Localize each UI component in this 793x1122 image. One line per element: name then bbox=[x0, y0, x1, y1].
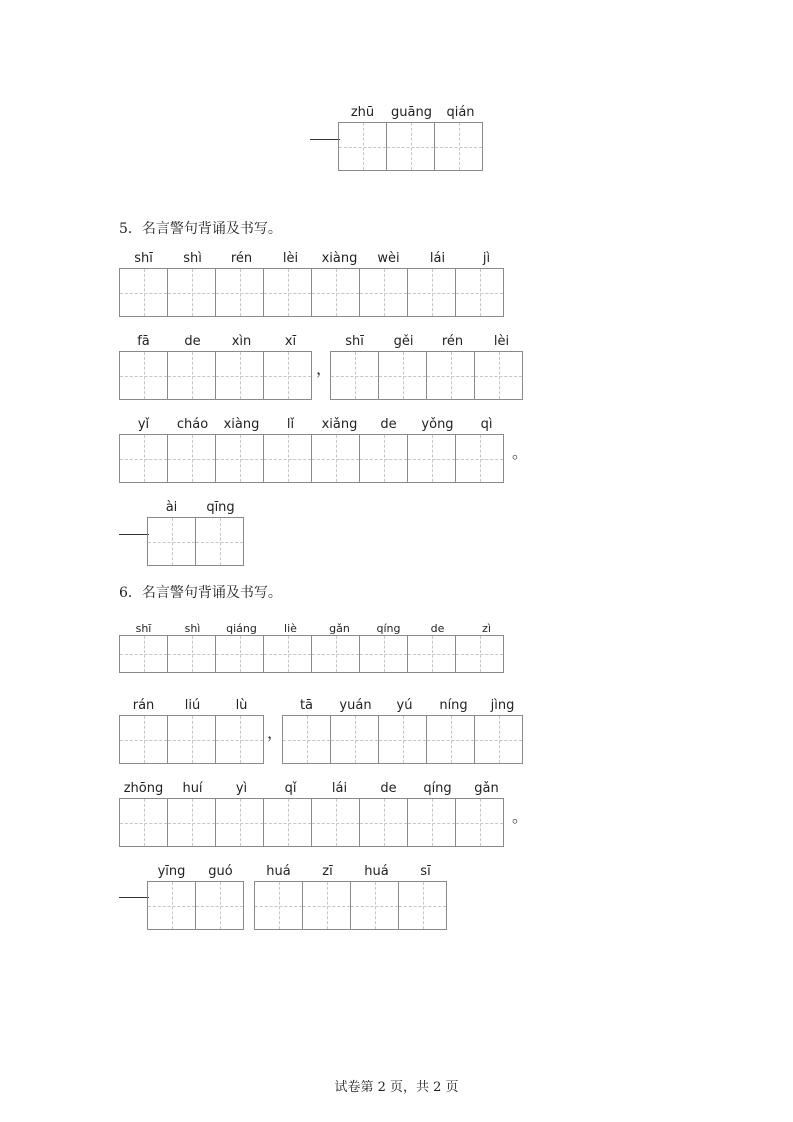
writing-cell[interactable] bbox=[434, 122, 483, 171]
writing-grid[interactable] bbox=[147, 517, 244, 566]
pinyin-label: yì bbox=[235, 781, 248, 796]
pinyin-label: xiàng bbox=[223, 417, 260, 432]
question-heading: 5．名言警句背诵及书写。 bbox=[119, 221, 282, 237]
writing-grid[interactable] bbox=[282, 715, 523, 764]
pinyin-label: lái bbox=[331, 781, 348, 796]
writing-cell[interactable] bbox=[119, 635, 168, 673]
pinyin-label: cháo bbox=[176, 417, 209, 432]
pinyin-label: huá bbox=[266, 864, 291, 879]
writing-cell[interactable] bbox=[359, 798, 408, 847]
writing-grid[interactable] bbox=[119, 351, 312, 400]
pinyin-label: huá bbox=[364, 864, 389, 879]
pinyin-label: tā bbox=[299, 698, 314, 713]
writing-cell[interactable] bbox=[263, 798, 312, 847]
pinyin-label: níng bbox=[439, 698, 468, 713]
pinyin-label: gǎn bbox=[474, 781, 499, 796]
pinyin-label: gǎn bbox=[329, 622, 350, 635]
comma-mark: ， bbox=[267, 723, 284, 742]
writing-cell[interactable] bbox=[455, 635, 504, 673]
writing-cell[interactable] bbox=[455, 434, 504, 483]
pinyin-label: guó bbox=[208, 864, 233, 879]
pinyin-label: zhū bbox=[350, 105, 375, 120]
period-mark: 。 bbox=[512, 807, 529, 826]
pinyin-label: de bbox=[380, 781, 397, 796]
pinyin-label: liú bbox=[184, 698, 201, 713]
pinyin-label: xiǎng bbox=[321, 417, 358, 432]
pinyin-label: wèi bbox=[377, 251, 400, 266]
writing-cell[interactable] bbox=[426, 351, 475, 400]
pinyin-label: rán bbox=[132, 698, 155, 713]
period-mark: 。 bbox=[512, 443, 529, 462]
writing-grid[interactable] bbox=[119, 635, 504, 673]
writing-cell[interactable] bbox=[263, 268, 312, 317]
writing-cell[interactable] bbox=[147, 517, 196, 566]
writing-cell[interactable] bbox=[359, 268, 408, 317]
pinyin-label: qì bbox=[480, 417, 493, 432]
writing-grid[interactable] bbox=[119, 715, 264, 764]
writing-cell[interactable] bbox=[302, 881, 351, 930]
writing-cell[interactable] bbox=[386, 122, 435, 171]
writing-grid[interactable] bbox=[119, 434, 504, 483]
writing-cell[interactable] bbox=[350, 881, 399, 930]
writing-cell[interactable] bbox=[119, 434, 168, 483]
writing-cell[interactable] bbox=[215, 351, 264, 400]
pinyin-label: yuán bbox=[339, 698, 372, 713]
writing-cell[interactable] bbox=[407, 635, 456, 673]
writing-cell[interactable] bbox=[378, 351, 427, 400]
writing-cell[interactable] bbox=[474, 715, 523, 764]
writing-cell[interactable] bbox=[167, 635, 216, 673]
pinyin-label: rén bbox=[441, 334, 464, 349]
answer-blank-line bbox=[119, 534, 149, 535]
writing-cell[interactable] bbox=[167, 715, 216, 764]
question-heading: 6．名言警句背诵及书写。 bbox=[119, 585, 282, 601]
pinyin-label: shī bbox=[134, 251, 153, 266]
writing-cell[interactable] bbox=[215, 715, 264, 764]
pinyin-label: qiáng bbox=[226, 622, 257, 635]
writing-cell[interactable] bbox=[311, 798, 360, 847]
writing-grid[interactable] bbox=[254, 881, 447, 930]
writing-grid[interactable] bbox=[330, 351, 523, 400]
pinyin-label: sī bbox=[420, 864, 431, 879]
comma-mark: ， bbox=[316, 359, 333, 378]
writing-cell[interactable] bbox=[215, 268, 264, 317]
pinyin-label: qǐ bbox=[284, 781, 297, 796]
pinyin-label: yú bbox=[396, 698, 413, 713]
pinyin-label: jì bbox=[482, 251, 491, 266]
pinyin-label: xìn bbox=[231, 334, 252, 349]
pinyin-label: xī bbox=[284, 334, 297, 349]
pinyin-label: fā bbox=[137, 334, 150, 349]
pinyin-label: shì bbox=[184, 622, 201, 635]
pinyin-label: yīng bbox=[157, 864, 186, 879]
writing-cell[interactable] bbox=[119, 798, 168, 847]
writing-cell[interactable] bbox=[474, 351, 523, 400]
pinyin-label: de bbox=[430, 622, 445, 635]
pinyin-label: lǐ bbox=[286, 417, 295, 432]
writing-grid[interactable] bbox=[119, 268, 504, 317]
pinyin-label: gěi bbox=[393, 334, 414, 349]
pinyin-label: de bbox=[380, 417, 397, 432]
pinyin-label: huí bbox=[182, 781, 203, 796]
pinyin-label: yǐ bbox=[137, 417, 150, 432]
writing-cell[interactable] bbox=[254, 881, 303, 930]
writing-cell[interactable] bbox=[119, 268, 168, 317]
writing-cell[interactable] bbox=[359, 434, 408, 483]
writing-cell[interactable] bbox=[215, 635, 264, 673]
writing-cell[interactable] bbox=[378, 715, 427, 764]
writing-cell[interactable] bbox=[215, 434, 264, 483]
pinyin-label: zì bbox=[482, 622, 491, 635]
pinyin-label: shī bbox=[345, 334, 364, 349]
pinyin-label: zī bbox=[322, 864, 333, 879]
pinyin-label: lèi bbox=[282, 251, 299, 266]
pinyin-label: rén bbox=[230, 251, 253, 266]
pinyin-label: de bbox=[184, 334, 201, 349]
writing-cell[interactable] bbox=[263, 635, 312, 673]
writing-cell[interactable] bbox=[311, 268, 360, 317]
writing-cell[interactable] bbox=[338, 122, 387, 171]
writing-cell[interactable] bbox=[119, 351, 168, 400]
writing-cell[interactable] bbox=[330, 351, 379, 400]
writing-grid[interactable] bbox=[119, 798, 504, 847]
writing-grid[interactable] bbox=[338, 122, 483, 171]
pinyin-label: shì bbox=[183, 251, 202, 266]
pinyin-label: jìng bbox=[490, 698, 515, 713]
writing-cell[interactable] bbox=[330, 715, 379, 764]
answer-blank-line bbox=[310, 139, 340, 140]
pinyin-label: qián bbox=[446, 105, 475, 120]
writing-cell[interactable] bbox=[119, 715, 168, 764]
pinyin-label: guāng bbox=[391, 105, 432, 120]
writing-cell[interactable] bbox=[263, 351, 312, 400]
pinyin-label: liè bbox=[284, 622, 297, 635]
writing-cell[interactable] bbox=[167, 268, 216, 317]
writing-cell[interactable] bbox=[426, 715, 475, 764]
writing-cell[interactable] bbox=[167, 798, 216, 847]
pinyin-label: shī bbox=[135, 622, 152, 635]
writing-cell[interactable] bbox=[398, 881, 447, 930]
answer-blank-line bbox=[119, 897, 149, 898]
pinyin-label: xiàng bbox=[321, 251, 358, 266]
pinyin-label: lái bbox=[429, 251, 446, 266]
page-footer: 试卷第 2 页，共 2 页 bbox=[334, 1080, 459, 1095]
pinyin-label: ài bbox=[165, 500, 178, 515]
writing-cell[interactable] bbox=[195, 517, 244, 566]
pinyin-label: qíng bbox=[423, 781, 452, 796]
pinyin-label: yǒng bbox=[421, 417, 454, 432]
writing-cell[interactable] bbox=[311, 434, 360, 483]
writing-cell[interactable] bbox=[311, 635, 360, 673]
pinyin-label: qīng bbox=[206, 500, 235, 515]
writing-cell[interactable] bbox=[455, 798, 504, 847]
writing-cell[interactable] bbox=[195, 881, 244, 930]
pinyin-label: lèi bbox=[493, 334, 510, 349]
writing-cell[interactable] bbox=[407, 798, 456, 847]
writing-cell[interactable] bbox=[407, 268, 456, 317]
pinyin-label: lù bbox=[235, 698, 248, 713]
pinyin-label: qíng bbox=[376, 622, 401, 635]
writing-cell[interactable] bbox=[407, 434, 456, 483]
writing-cell[interactable] bbox=[282, 715, 331, 764]
writing-cell[interactable] bbox=[147, 881, 196, 930]
writing-cell[interactable] bbox=[167, 351, 216, 400]
writing-cell[interactable] bbox=[167, 434, 216, 483]
writing-grid[interactable] bbox=[147, 881, 244, 930]
writing-cell[interactable] bbox=[455, 268, 504, 317]
writing-cell[interactable] bbox=[263, 434, 312, 483]
writing-cell[interactable] bbox=[359, 635, 408, 673]
pinyin-label: zhōng bbox=[123, 781, 164, 796]
writing-cell[interactable] bbox=[215, 798, 264, 847]
